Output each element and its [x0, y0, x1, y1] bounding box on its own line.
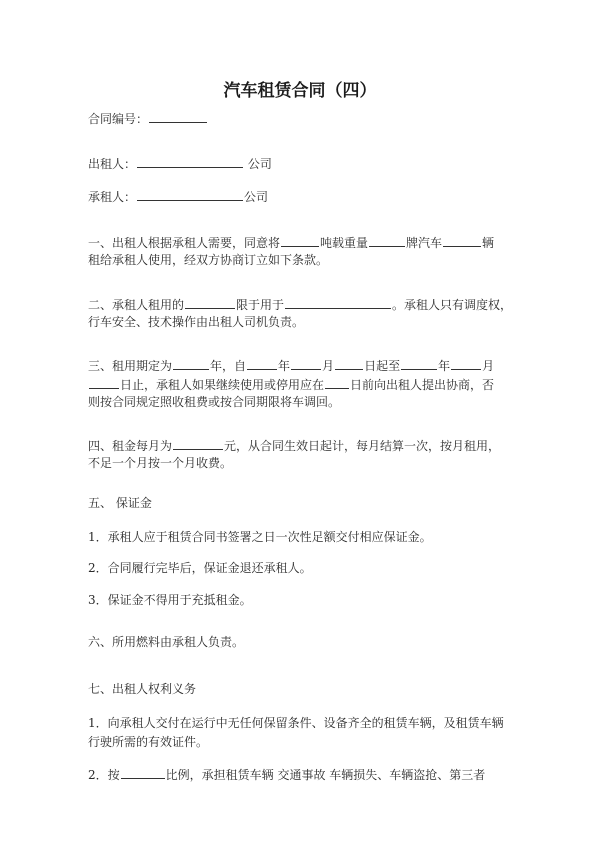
clause3-text-f: 年: [438, 359, 451, 373]
clause6-text: 六、所用燃料由承租人负责。: [88, 635, 245, 649]
lessee-label: 承租人：: [88, 190, 137, 204]
clause3-line3: 则按合同规定照收租费或按合同期限将车调回。: [88, 395, 341, 409]
clause3-line2: [88, 376, 494, 392]
contract-number-line: [88, 110, 208, 126]
clause3-line1: [88, 357, 494, 373]
clause4-line1: [88, 437, 500, 453]
clause3-text-g: 月: [482, 359, 495, 373]
clause1-text-d: 辆: [482, 236, 495, 250]
clause3-start-year-blank[interactable]: [247, 357, 277, 370]
clause3-text-h: 日止，承租人如果继续使用或停用应在: [120, 378, 325, 392]
clause5-item-3: 3．保证金不得用于充抵租金。: [88, 593, 252, 607]
clause1-text-c: 牌汽车: [406, 236, 443, 250]
lessee-suffix: 公司: [244, 190, 269, 204]
clause3-text-b: 年，自: [210, 359, 247, 373]
clause1-brand-blank[interactable]: [369, 234, 405, 247]
lessor-line: [88, 155, 272, 171]
clause7-item2-text-b: 比例，承担租赁车辆 交通事故 车辆损失、车辆盗抢、第三者: [165, 768, 486, 782]
clause7-item2-line1: [88, 766, 485, 782]
clause7-item2-text-a: 2．按: [88, 768, 120, 782]
clause7-item1-line2: 行驶所需的有效证件。: [88, 735, 209, 749]
clause1-count-blank[interactable]: [443, 234, 481, 247]
lessor-blank[interactable]: [137, 155, 243, 168]
clause3-notice-days-blank[interactable]: [325, 376, 349, 389]
clause4-rent-blank[interactable]: [173, 437, 223, 450]
clause1-tonnage-blank[interactable]: [281, 234, 319, 247]
clause7-heading: 七、出租人权利义务: [88, 682, 197, 696]
clause4-text-b: 元，从合同生效日起计，每月结算一次，按月租用，: [224, 439, 501, 453]
clause7-ratio-blank[interactable]: [121, 766, 165, 779]
clause2-line2: 行车安全、技术操作由出租人司机负责。: [88, 315, 305, 329]
clause4-text-a: 四、租金每月为: [88, 439, 173, 453]
clause3-start-month-blank[interactable]: [291, 357, 321, 370]
clause1-line2: 租给承租人使用，经双方协商订立如下条款。: [88, 253, 329, 267]
lessee-line: [88, 188, 268, 204]
clause3-end-month-blank[interactable]: [451, 357, 481, 370]
clause5-item-1: 1．承租人应于租赁合同书签署之日一次性足额交付相应保证金。: [88, 530, 432, 544]
clause3-end-year-blank[interactable]: [401, 357, 437, 370]
clause3-text-a: 三、租用期定为: [88, 359, 173, 373]
clause3-text-i: 日前向出租人提出协商，否: [350, 378, 495, 392]
clause4-line2: 不足一个月按一个月收费。: [88, 456, 233, 470]
clause2-text-a: 二、承租人租用的: [88, 298, 185, 312]
lessor-suffix: 公司: [247, 157, 272, 171]
clause1-text-a: 一、出租人根据承租人需要，同意将: [88, 236, 281, 250]
clause1-line1: [88, 234, 494, 250]
clause1-text-b: 吨载重量: [320, 236, 369, 250]
clause7-item1-line1: 1．向承租人交付在运行中无任何保留条件、设备齐全的租赁车辆，及租赁车辆: [88, 716, 504, 730]
contract-number-label: 合同编号：: [88, 112, 149, 126]
clause3-text-c: 年: [278, 359, 291, 373]
lessee-blank[interactable]: [137, 188, 243, 201]
clause3-text-e: 日起至: [364, 359, 401, 373]
clause2-line1: [88, 296, 512, 312]
clause3-text-d: 月: [322, 359, 335, 373]
clause2-vehicle-blank[interactable]: [185, 296, 235, 309]
clause5-heading: 五、 保证金: [88, 496, 152, 510]
lessor-label: 出租人：: [88, 157, 137, 171]
clause3-end-day-blank[interactable]: [89, 376, 119, 389]
contract-number-blank[interactable]: [149, 110, 207, 123]
clause2-purpose-blank[interactable]: [285, 296, 391, 309]
clause2-text-b: 限于用于: [236, 298, 285, 312]
clause3-years-blank[interactable]: [173, 357, 209, 370]
clause5-item-2: 2．合同履行完毕后，保证金退还承租人。: [88, 561, 312, 575]
clause2-text-c: 。承租人只有调度权，: [392, 298, 513, 312]
clause3-start-day-blank[interactable]: [335, 357, 363, 370]
document-title: 汽车租赁合同（四）: [223, 81, 377, 101]
